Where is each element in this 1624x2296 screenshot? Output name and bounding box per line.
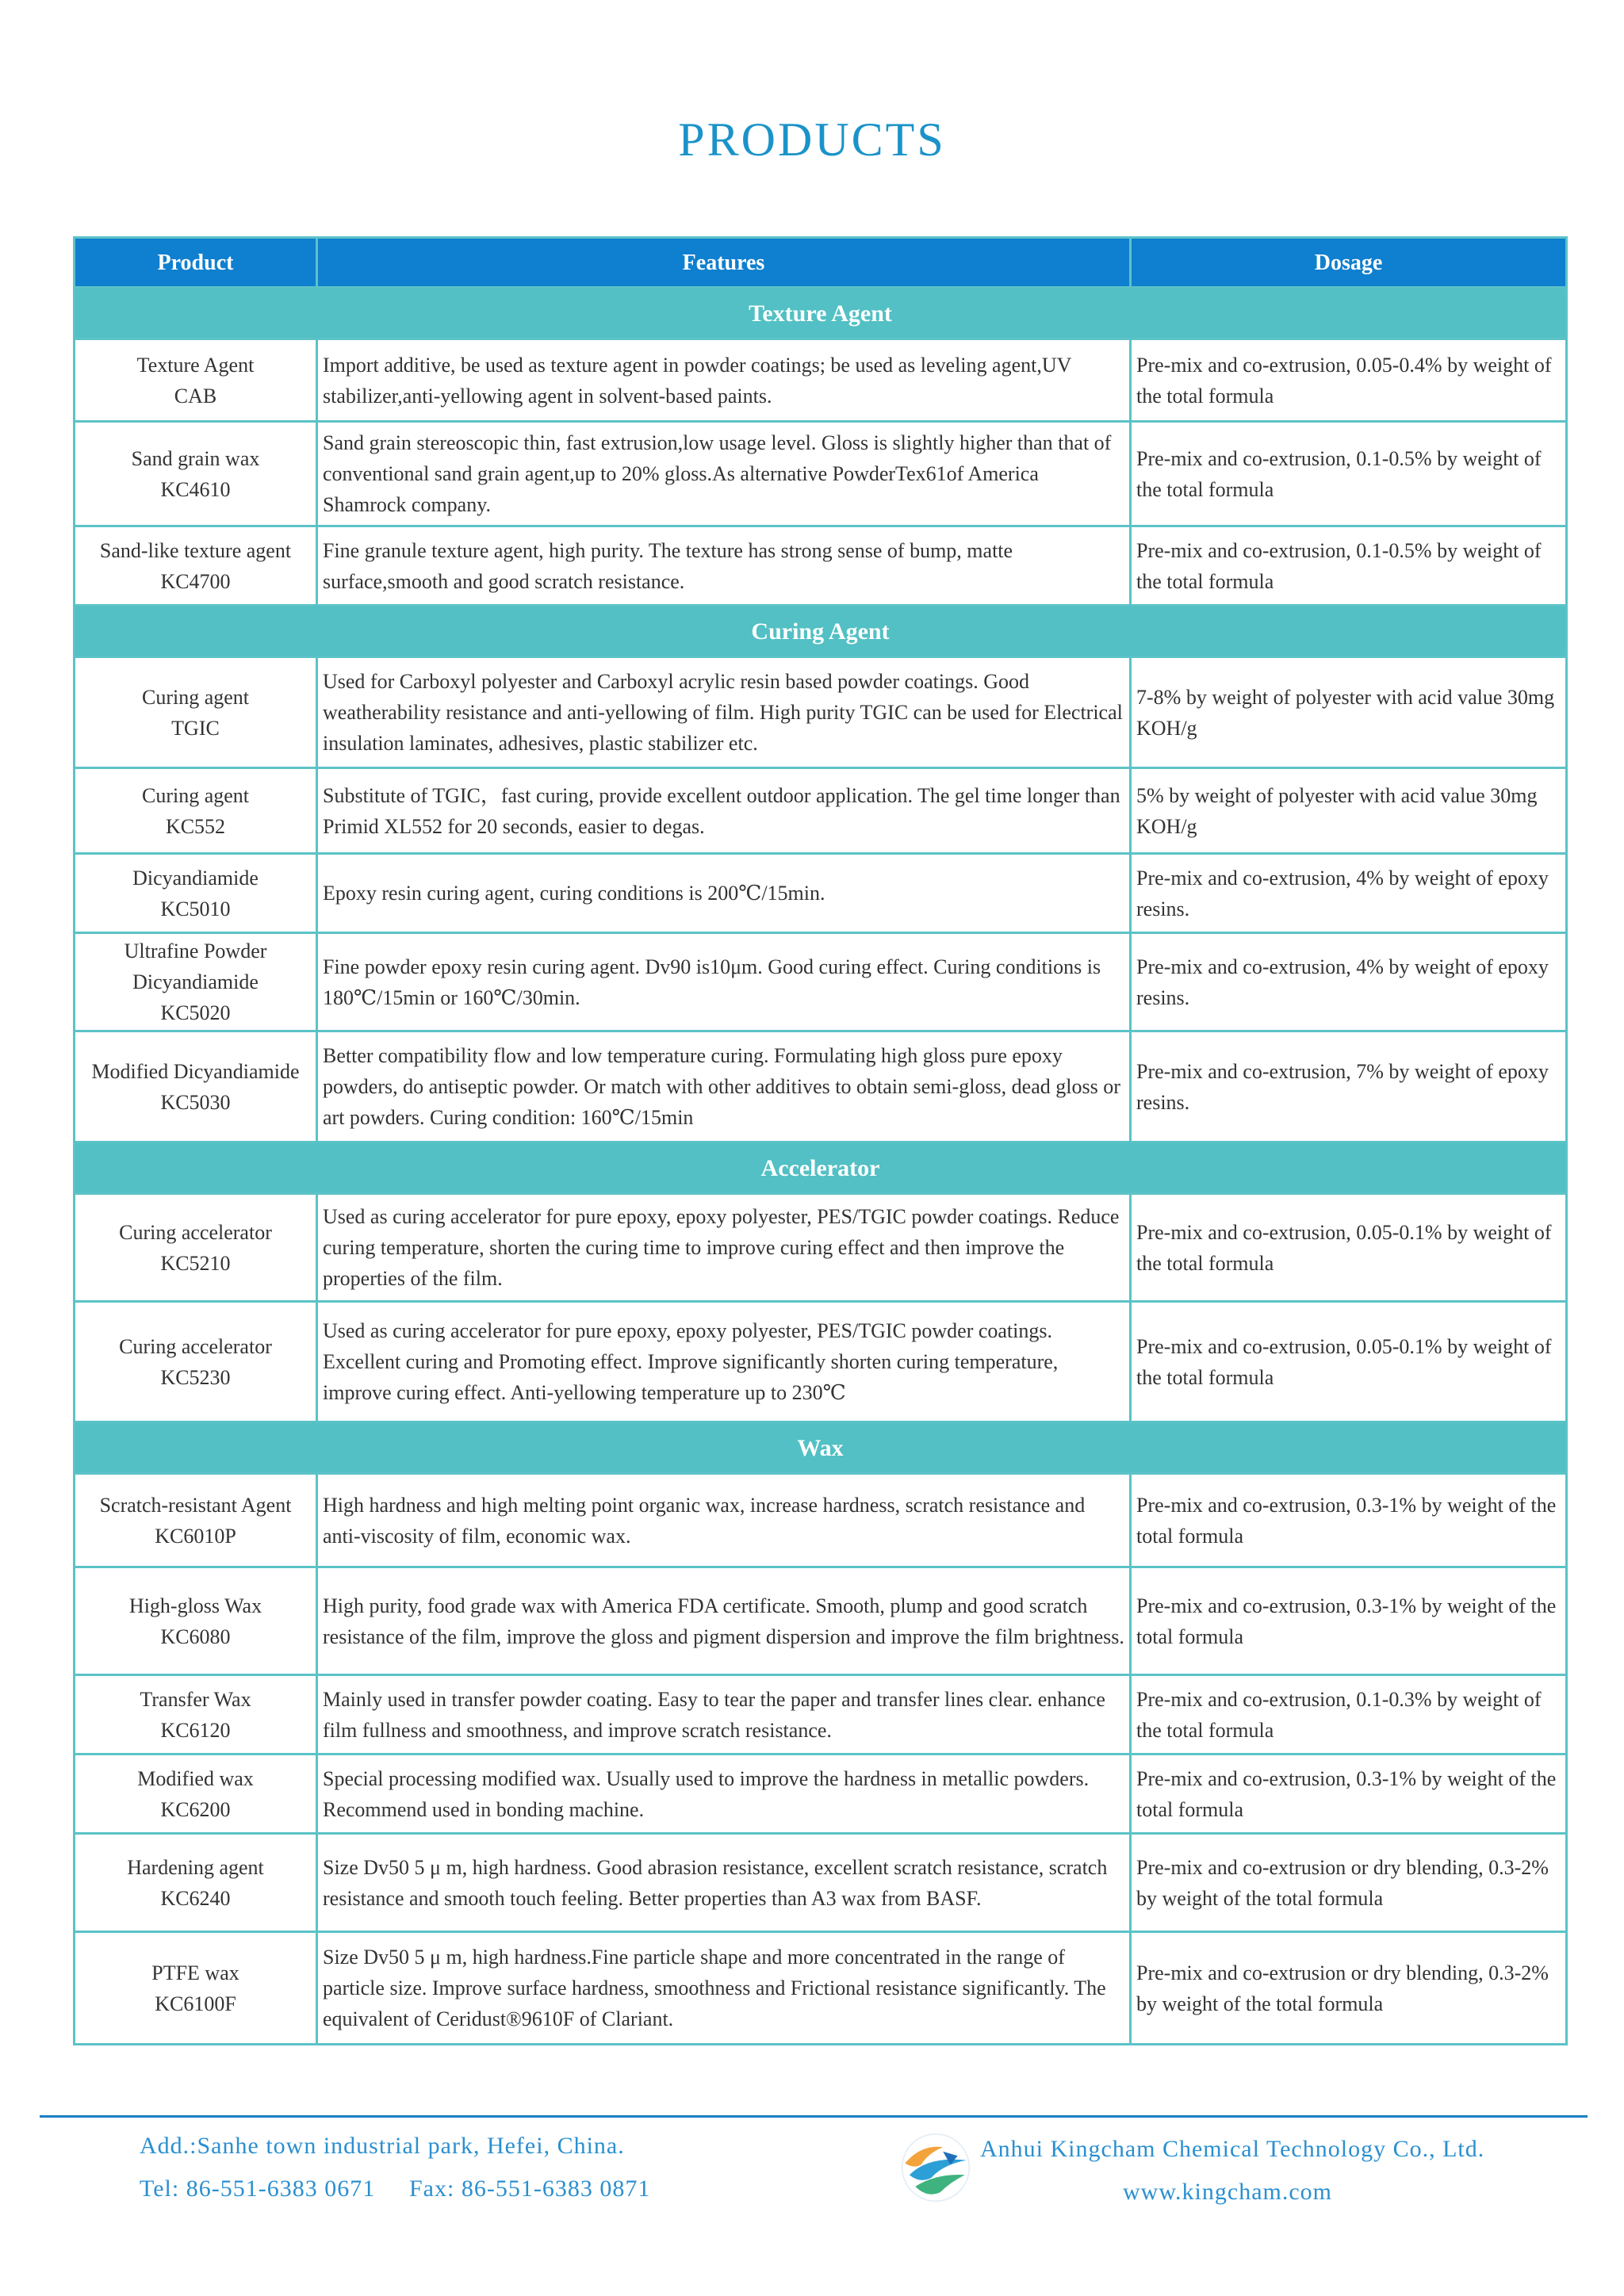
table-row	[75, 854, 1567, 933]
product-name-line: Transfer Wax	[140, 1687, 251, 1711]
dosage-cell: Pre-mix and co-extrusion, 0.3-1% by weight of the total formula	[1131, 1755, 1567, 1834]
features-cell: Used as curing accelerator for pure epoxy, epoxy polyester, PES/TGIC powder coatings. Excellent curing and Promoting effect. Improve significantly shorten curing temperature, improve curing effect. Anti-yellowing temperature up to 230℃	[317, 1302, 1131, 1422]
product-name-line: Modified Dicyandiamide	[91, 1059, 300, 1083]
section-title: Curing Agent	[75, 606, 1567, 657]
section-row	[75, 606, 1567, 657]
section-title: Accelerator	[75, 1142, 1567, 1194]
table-row	[75, 526, 1567, 606]
footer-fax: Fax: 86-551-6383 0871	[409, 2175, 651, 2202]
table-row	[75, 768, 1567, 854]
features-cell: Sand grain stereoscopic thin, fast extrusion,low usage level. Gloss is slightly higher than that of conventional sand grain agent,up to 20% gloss.As alternative PowderTex61of America Shamrock company.	[317, 422, 1131, 526]
table-row	[75, 422, 1567, 526]
footer-company: Anhui Kingcham Chemical Technology Co., Ltd.	[980, 2136, 1485, 2162]
product-name-line: PTFE wax	[151, 1961, 239, 1984]
product-name-line: KC6120	[160, 1718, 231, 1742]
product-cell	[75, 1675, 317, 1755]
dosage-cell: Pre-mix and co-extrusion, 0.05-0.1% by weight of the total formula	[1131, 1194, 1567, 1302]
table-row	[75, 1567, 1567, 1675]
dosage-cell: 5% by weight of polyester with acid value 30mg KOH/g	[1131, 768, 1567, 854]
dosage-cell: Pre-mix and co-extrusion, 0.1-0.5% by weight of the total formula	[1131, 422, 1567, 526]
table-body	[75, 288, 1567, 2045]
product-cell	[75, 1755, 317, 1834]
table-row	[75, 933, 1567, 1031]
product-name-line: KC6200	[160, 1797, 231, 1821]
table-row	[75, 1755, 1567, 1834]
product-cell	[75, 339, 317, 422]
table-row	[75, 1932, 1567, 2045]
product-cell	[75, 1932, 317, 2045]
product-cell	[75, 1474, 317, 1567]
product-name-line: Dicyandiamide	[132, 970, 259, 993]
table-header-row	[75, 238, 1567, 288]
table-row	[75, 657, 1567, 768]
features-cell: Size Dv50 5 μ m, high hardness.Fine particle shape and more concentrated in the range of particle size. Improve surface hardness, smoothness and Frictional resistance significantly. The equivalent of Ceridust®9610F of Clariant.	[317, 1932, 1131, 2045]
header-features: Features	[317, 238, 1131, 288]
product-name-line: KC4610	[160, 477, 231, 501]
product-name-line: High-gloss Wax	[128, 1594, 262, 1617]
product-name-line: Ultrafine Powder	[124, 939, 267, 962]
page-title: PRODUCTS	[678, 113, 946, 166]
product-name-line: Curing accelerator	[119, 1334, 272, 1358]
product-name-line: KC6100F	[155, 1992, 236, 2015]
product-name-line: Sand grain wax	[131, 446, 260, 470]
dosage-cell: Pre-mix and co-extrusion or dry blending, 0.3-2% by weight of the total formula	[1131, 1834, 1567, 1932]
header-dosage: Dosage	[1131, 238, 1567, 288]
product-name-line: Hardening agent	[127, 1855, 264, 1879]
product-name-line: Scratch-resistant Agent	[99, 1493, 292, 1517]
product-cell	[75, 933, 317, 1031]
table-row	[75, 1302, 1567, 1422]
product-cell	[75, 768, 317, 854]
product-name-line: Dicyandiamide	[132, 866, 259, 890]
section-row	[75, 1142, 1567, 1194]
features-cell: Special processing modified wax. Usually used to improve the hardness in metallic powders. Recommend used in bonding machine.	[317, 1755, 1131, 1834]
product-name-line: KC6010P	[155, 1524, 236, 1548]
products-table	[73, 236, 1568, 2045]
features-cell: Epoxy resin curing agent, curing conditions is 200℃/15min.	[317, 854, 1131, 933]
dosage-cell: Pre-mix and co-extrusion, 0.3-1% by weight of the total formula	[1131, 1567, 1567, 1675]
footer-address: Add.:Sanhe town industrial park, Hefei, China.	[140, 2133, 625, 2159]
product-name-line: Modified wax	[137, 1766, 254, 1790]
product-cell	[75, 526, 317, 606]
product-name-line: CAB	[174, 384, 217, 408]
table-row	[75, 339, 1567, 422]
features-cell: High hardness and high melting point organic wax, increase hardness, scratch resistance and anti-viscosity of film, economic wax.	[317, 1474, 1131, 1567]
product-name-line: TGIC	[171, 716, 220, 740]
product-name-line: Curing agent	[141, 783, 250, 807]
section-title: Texture Agent	[75, 288, 1567, 339]
features-cell: Used for Carboxyl polyester and Carboxyl acrylic resin based powder coatings. Good weatherability resistance and anti-yellowing of film. High purity TGIC can be used for Electrical insulation laminates, adhesives, plastic stabilizer etc.	[317, 657, 1131, 768]
product-cell	[75, 1302, 317, 1422]
features-cell: Substitute of TGIC，fast curing, provide excellent outdoor application. The gel time longer than Primid XL552 for 20 seconds, easier to degas.	[317, 768, 1131, 854]
product-cell	[75, 1194, 317, 1302]
table-row	[75, 1834, 1567, 1932]
section-row	[75, 1422, 1567, 1474]
dosage-cell: Pre-mix and co-extrusion, 7% by weight of epoxy resins.	[1131, 1031, 1567, 1142]
features-cell: Fine granule texture agent, high purity. The texture has strong sense of bump, matte surface,smooth and good scratch resistance.	[317, 526, 1131, 606]
footer-website[interactable]: www.kingcham.com	[1123, 2179, 1332, 2205]
product-name-line: KC5010	[160, 897, 231, 920]
product-name-line: Texture Agent	[136, 353, 255, 377]
product-name-line: KC5030	[160, 1090, 231, 1114]
footer-tel: Tel: 86-551-6383 0671	[140, 2175, 376, 2202]
features-cell: Better compatibility flow and low temperature curing. Formulating high gloss pure epoxy powders, do antiseptic powder. Or match with other additives to obtain semi-gloss, dead gloss or art powders. Curing condition: 160℃/15min	[317, 1031, 1131, 1142]
dosage-cell: Pre-mix and co-extrusion, 0.05-0.4% by weight of the total formula	[1131, 339, 1567, 422]
product-name-line: Curing accelerator	[119, 1220, 272, 1244]
product-cell	[75, 1031, 317, 1142]
table-row	[75, 1031, 1567, 1142]
product-cell	[75, 657, 317, 768]
product-cell	[75, 1834, 317, 1932]
features-cell: Mainly used in transfer powder coating. Easy to tear the paper and transfer lines clear. enhance film fullness and smoothness, and improve scratch resistance.	[317, 1675, 1131, 1755]
table-row	[75, 1474, 1567, 1567]
product-name-line: KC5210	[160, 1251, 231, 1275]
product-name-line: Sand-like texture agent	[99, 538, 292, 562]
product-name-line: Curing agent	[141, 685, 250, 709]
features-cell: Fine powder epoxy resin curing agent. Dv90 is10μm. Good curing effect. Curing conditions is 180℃/15min or 160℃/30min.	[317, 933, 1131, 1031]
header-product: Product	[75, 238, 317, 288]
product-cell	[75, 422, 317, 526]
features-cell: High purity, food grade wax with America FDA certificate. Smooth, plump and good scratch resistance of the film, improve the gloss and pigment dispersion and improve the film brightness.	[317, 1567, 1131, 1675]
dosage-cell: Pre-mix and co-extrusion, 4% by weight of epoxy resins.	[1131, 854, 1567, 933]
section-row	[75, 288, 1567, 339]
product-name-line: KC6240	[160, 1886, 231, 1910]
product-name-line: KC6080	[160, 1624, 231, 1648]
dosage-cell: Pre-mix and co-extrusion, 0.3-1% by weight of the total formula	[1131, 1474, 1567, 1567]
product-name-line: KC5020	[160, 1001, 231, 1024]
dosage-cell: Pre-mix and co-extrusion, 0.05-0.1% by weight of the total formula	[1131, 1302, 1567, 1422]
dosage-cell: Pre-mix and co-extrusion, 0.1-0.5% by weight of the total formula	[1131, 526, 1567, 606]
footer-divider	[40, 2115, 1588, 2118]
dosage-cell: Pre-mix and co-extrusion, 4% by weight of epoxy resins.	[1131, 933, 1567, 1031]
product-cell	[75, 854, 317, 933]
product-name-line: KC552	[165, 814, 226, 838]
features-cell: Import additive, be used as texture agent in powder coatings; be used as leveling agent,UV stabilizer,anti-yellowing agent in solvent-based paints.	[317, 339, 1131, 422]
product-cell	[75, 1567, 317, 1675]
features-cell: Used as curing accelerator for pure epoxy, epoxy polyester, PES/TGIC powder coatings. Reduce curing temperature, shorten the curing time to improve curing effect and then improve the properties of the film.	[317, 1194, 1131, 1302]
product-name-line: KC5230	[160, 1365, 231, 1389]
table-row	[75, 1194, 1567, 1302]
features-cell: Size Dv50 5 μ m, high hardness. Good abrasion resistance, excellent scratch resistance, scratch resistance and smooth touch feeling. Better properties than A3 wax from BASF.	[317, 1834, 1131, 1932]
product-name-line: KC4700	[160, 569, 231, 593]
table-row	[75, 1675, 1567, 1755]
company-logo-icon	[899, 2131, 972, 2204]
section-title: Wax	[75, 1422, 1567, 1474]
dosage-cell: Pre-mix and co-extrusion or dry blending, 0.3-2% by weight of the total formula	[1131, 1932, 1567, 2045]
dosage-cell: 7-8% by weight of polyester with acid value 30mg KOH/g	[1131, 657, 1567, 768]
dosage-cell: Pre-mix and co-extrusion, 0.1-0.3% by weight of the total formula	[1131, 1675, 1567, 1755]
